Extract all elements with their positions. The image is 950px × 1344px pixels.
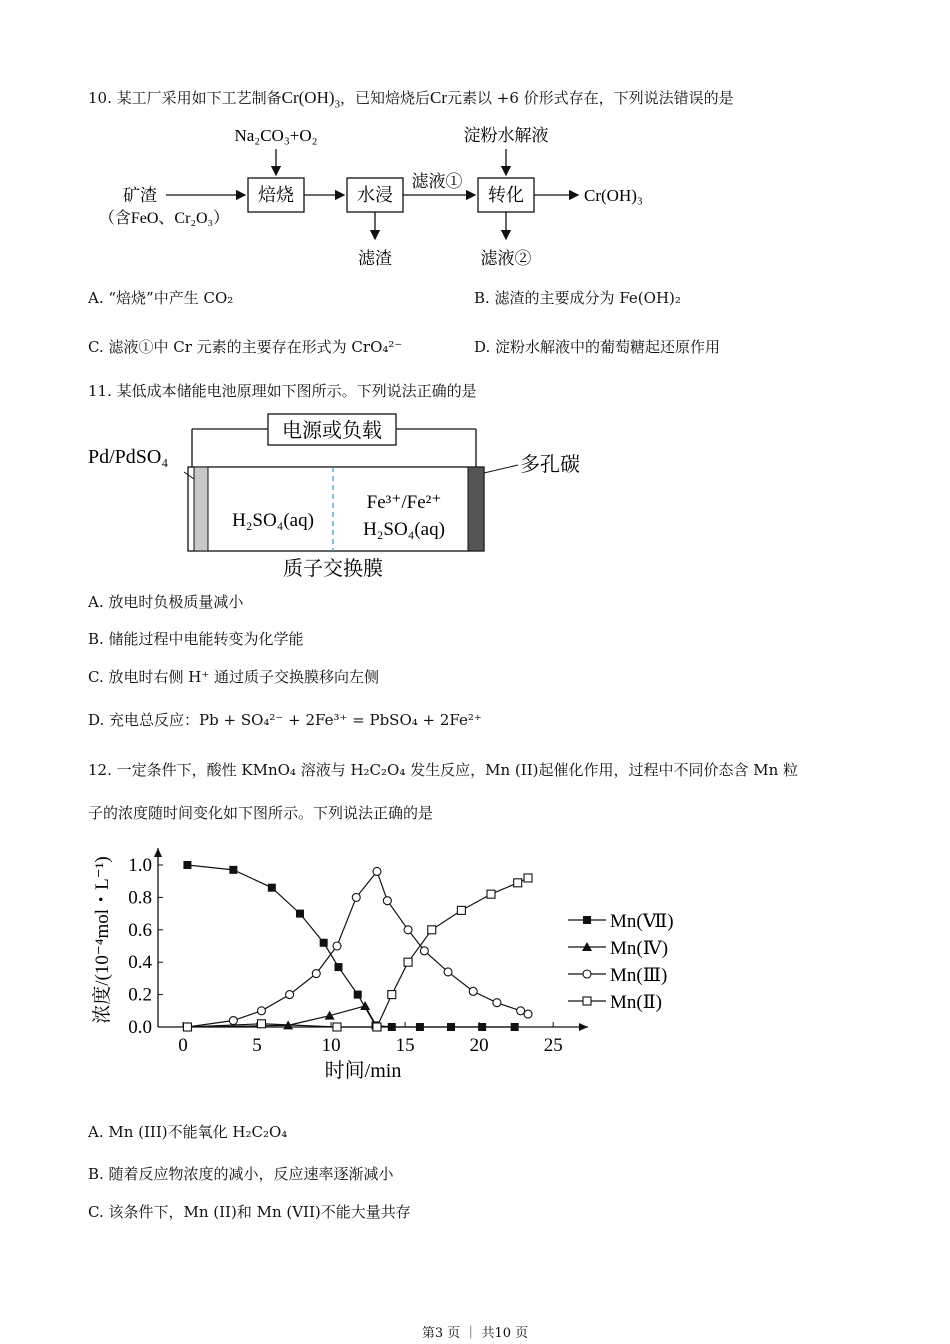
- series-0: [183, 861, 518, 1031]
- left-electrode-label: Pd/PdSO₄: [88, 446, 169, 468]
- q10-stem-part3: 元素以 +6 价形式存在，下列说法错误的是: [447, 89, 734, 107]
- data-point: [354, 991, 362, 999]
- q11-option-a: A. 放电时负极质量减小: [88, 593, 244, 611]
- data-point: [296, 910, 304, 918]
- legend-label: Mn(Ⅳ): [610, 938, 669, 959]
- q10-option-b: B. 滤渣的主要成分为 Fe(OH)₂: [474, 289, 681, 307]
- data-point: [373, 867, 381, 875]
- legend-entry: [568, 992, 662, 1013]
- q12-option-c: C. 该条件下，Mn (II)和 Mn (VII)不能大量共存: [88, 1203, 411, 1221]
- data-point: [583, 997, 591, 1005]
- left-solution-label: H₂SO₄(aq): [232, 510, 314, 531]
- right-electrode: [468, 467, 484, 551]
- flow-box-roast-label: 焙烧: [258, 185, 294, 205]
- membrane-label: 质子交换膜: [283, 558, 383, 580]
- data-point: [416, 1023, 424, 1031]
- q11-option-b: B. 储能过程中电能转变为化学能: [88, 630, 304, 648]
- data-point: [257, 1007, 265, 1015]
- data-point: [404, 926, 412, 934]
- right-solution-label-1: Fe³⁺/Fe²⁺: [366, 492, 442, 513]
- y-tick-label: 0.4: [128, 952, 152, 974]
- data-point: [229, 866, 237, 874]
- flow-residue: 滤渣: [358, 249, 392, 268]
- data-point: [524, 874, 532, 882]
- data-point: [447, 1023, 455, 1031]
- left-electrode: [194, 467, 208, 551]
- flow-raw-note: （含FeO、Cr₂O₃）: [98, 210, 230, 227]
- flow-box-leach-label: 水浸: [357, 185, 393, 205]
- data-point: [388, 991, 396, 999]
- right-electrode-label: 多孔碳: [520, 454, 580, 476]
- flow-product: Cr(OH)₃: [584, 186, 643, 205]
- series-2: [183, 867, 532, 1031]
- data-point: [469, 987, 477, 995]
- data-point: [444, 968, 452, 976]
- y-tick-label: 0.0: [128, 1017, 152, 1038]
- data-point: [333, 1023, 341, 1031]
- x-tick-label: 25: [543, 1035, 563, 1056]
- data-point: [229, 1017, 237, 1025]
- data-point: [420, 947, 428, 955]
- x-axis-arrow: [579, 1023, 588, 1031]
- data-point: [373, 1023, 381, 1031]
- q12-option-b: B. 随着反应物浓度的减小，反应速率逐渐减小: [88, 1165, 394, 1183]
- legend-entry: [568, 911, 674, 932]
- data-point: [183, 1023, 191, 1031]
- data-point: [334, 963, 342, 971]
- right-solution-label-2: H₂SO₄(aq): [363, 519, 445, 540]
- flow-filtrate2: 滤液②: [480, 249, 532, 268]
- q10-stem: [88, 88, 734, 114]
- page-footer: 第3 页 ｜ 共10 页: [421, 1326, 529, 1341]
- y-axis-label: 浓度/(10⁻⁴mol・L⁻¹): [92, 856, 113, 1024]
- q11-stem: 11. 某低成本储能电池原理如下图所示。下列说法正确的是: [88, 382, 477, 400]
- data-point: [487, 890, 495, 898]
- data-point: [268, 884, 276, 892]
- y-tick-label: 0.2: [128, 984, 152, 1006]
- data-point: [320, 939, 328, 947]
- x-axis-label: 时间/min: [324, 1060, 402, 1082]
- x-tick-label: 10: [321, 1035, 341, 1056]
- data-point: [457, 906, 465, 914]
- data-point: [183, 861, 191, 869]
- flow-filtrate1: 滤液①: [411, 172, 463, 191]
- data-point: [352, 893, 360, 901]
- flow-box-convert-label: 转化: [488, 185, 524, 205]
- data-point: [404, 958, 412, 966]
- series-line: [187, 1006, 377, 1027]
- q10-flow-diagram: [88, 115, 728, 275]
- q12-concentration-chart: [88, 840, 708, 1100]
- data-point: [286, 991, 294, 999]
- data-point: [388, 1023, 396, 1031]
- q10-option-d: D. 淀粉水解液中的葡萄糖起还原作用: [474, 338, 721, 356]
- legend-label: Mn(Ⅲ): [610, 965, 668, 986]
- series-line: [187, 865, 514, 1027]
- q10-cr: Cr: [430, 88, 448, 107]
- data-point: [524, 1010, 532, 1018]
- power-source-label: 电源或负载: [282, 420, 382, 442]
- y-tick-label: 0.6: [128, 919, 152, 941]
- legend-entry: [568, 938, 668, 959]
- q10-formula: $Cr(OH)_3$: [281, 88, 341, 111]
- data-point: [514, 879, 522, 887]
- q11-option-d: D. 充电总反应：Pb + SO₄²⁻ + 2Fe³⁺ = PbSO₄ + 2Fe²⁺: [88, 711, 482, 729]
- x-tick-label: 15: [395, 1035, 415, 1056]
- flow-reagent-top1: Na₂CO₃+O₂: [234, 126, 318, 145]
- legend-label: Mn(Ⅱ): [610, 992, 662, 1013]
- legend-label: Mn(Ⅶ): [610, 911, 674, 932]
- x-tick-label: 5: [252, 1035, 262, 1056]
- data-point: [333, 942, 341, 950]
- data-point: [583, 970, 591, 978]
- q10-stem-part2: ，已知焙烧后: [340, 89, 431, 107]
- q11-battery-diagram: [88, 405, 608, 585]
- data-point: [383, 897, 391, 905]
- q12-stem-1: 12. 一定条件下，酸性 KMnO₄ 溶液与 H₂C₂O₄ 发生反应，Mn (II)起催化作用，过程中不同价态含 Mn 粒: [88, 761, 799, 779]
- data-point: [493, 999, 501, 1007]
- flow-raw: 矿渣: [123, 186, 157, 205]
- q10-stem-part1: 10. 某工厂采用如下工艺制备: [88, 89, 282, 107]
- data-point: [517, 1007, 525, 1015]
- q12-option-a: A. Mn (III)不能氧化 H₂C₂O₄: [88, 1123, 288, 1141]
- q10-option-a: A. “焙烧”中产生 CO₂: [88, 289, 234, 307]
- y-axis-arrow: [154, 848, 162, 857]
- x-tick-label: 20: [469, 1035, 489, 1056]
- x-tick-label: 0: [178, 1035, 188, 1056]
- data-point: [428, 926, 436, 934]
- y-tick-label: 1.0: [128, 855, 152, 876]
- data-point: [312, 970, 320, 978]
- data-point: [257, 1020, 265, 1028]
- q11-option-c: C. 放电时右侧 H⁺ 通过质子交换膜移向左侧: [88, 668, 380, 686]
- flow-reagent-top2: 淀粉水解液: [463, 126, 549, 145]
- q12-stem-2: 子的浓度随时间变化如下图所示。下列说法正确的是: [88, 804, 434, 822]
- data-point: [583, 916, 591, 924]
- data-point: [511, 1023, 519, 1031]
- data-point: [478, 1023, 486, 1031]
- q10-option-c: C. 滤液①中 Cr 元素的主要存在形式为 CrO₄²⁻: [88, 338, 403, 356]
- y-tick-label: 0.8: [128, 887, 152, 909]
- legend-entry: [568, 965, 667, 986]
